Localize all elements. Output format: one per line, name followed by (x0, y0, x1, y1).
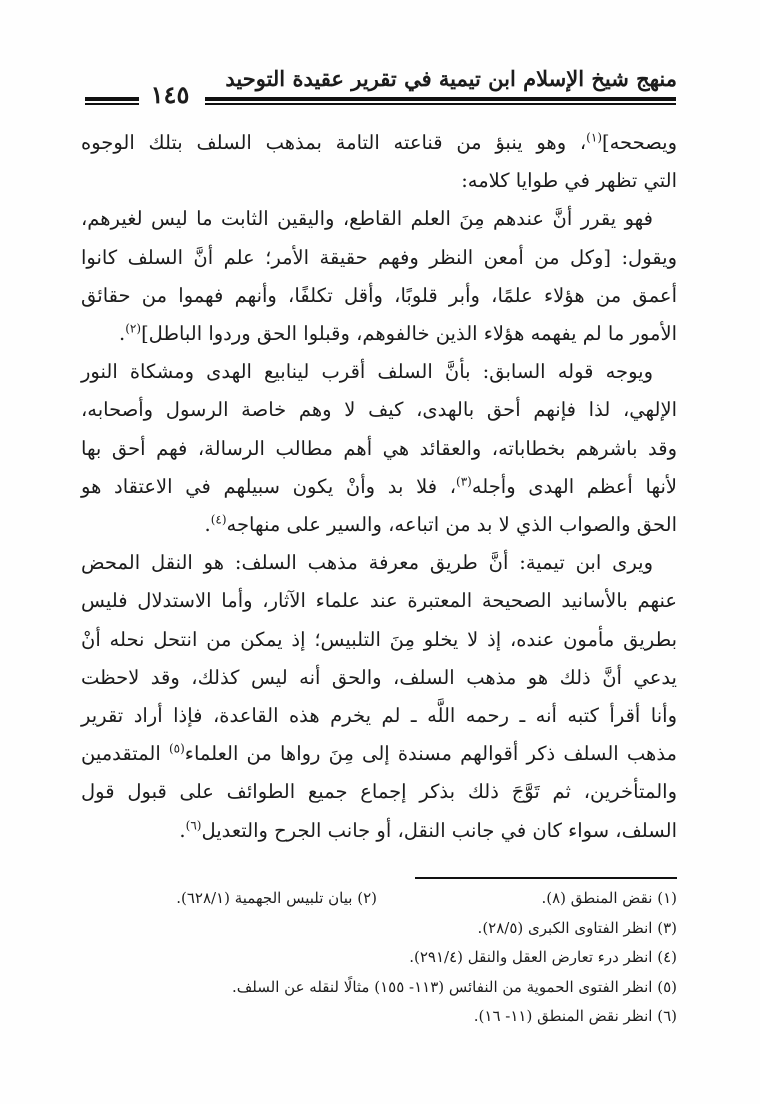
page-number: ١٤٥ (150, 80, 190, 109)
header-rule-left-thin (85, 103, 139, 105)
text-line: الإلهي، لذا فإنهم أحق بالهدى، كيف لا وهم خاصة الرسول وأصحابه، (81, 398, 677, 422)
footnote-ref-5[interactable]: (٥) (168, 741, 185, 756)
text-line: ويرى ابن تيمية: أنَّ طريق معرفة مذهب السلف: هو النقل المحض (81, 551, 653, 575)
footnote-row (81, 1002, 677, 1032)
footnotes (81, 884, 677, 1032)
header-rule-right (205, 97, 676, 101)
text-line: ويصححه]$^{(١)}$، وهو ينبؤ من قناعته التامة بمذهب السلف بتلك الوجوه (81, 130, 677, 154)
footnote-ref-2[interactable]: (٢) (125, 321, 142, 336)
paragraph-4 (81, 544, 677, 850)
text-line: التي تظهر في طوايا كلامه: (461, 169, 677, 193)
footnote-2: (٢) بيان تلبيس الجهمية (٦٢٨/١). (176, 889, 377, 907)
paragraph-3 (81, 353, 677, 544)
text-line: يدعي أنَّ ذلك هو مذهب السلف، والحق أنه ليس كذلك، وقد لاحظت (81, 665, 677, 689)
footnote-6: (٦) انظر نقض المنطق (١١- ١٦). (473, 1007, 677, 1025)
footnote-ref-3[interactable]: (٣) (456, 474, 472, 489)
footnote-separator (415, 877, 677, 879)
paragraph-1 (81, 124, 677, 200)
text-line: الأمور ما لم يفهمه هؤلاء الذين خالفوهم، وقبلوا الحق وردوا الباطل]$^{(٢)}$. (119, 321, 677, 346)
main-text (81, 124, 677, 850)
footnote-3: (٣) انظر الفتاوى الكبرى (٢٨/٥). (477, 918, 677, 937)
text-line: وقد باشرهم بخطاباته، والعقائد هي أهم مطالب الرسالة، فهم أحق بها (81, 436, 677, 460)
text-line: بطريق مأمون عنده، إذ لا يخلو مِنَ التلبيس؛ إذ يمكن من انتحل نحله أنْ (81, 627, 677, 651)
text-line: أعمق من هؤلاء علمًا، وأبر قلوبًا، وأقل تكلفًا، وأنهم فهموا من حقائق (81, 283, 677, 307)
footnote-row (81, 914, 677, 944)
footnote-ref-1[interactable]: (١) (586, 130, 602, 145)
text-line: ويقول: [وكل من أمعن النظر وفهم حقيقة الأمر؛ علم أنَّ السلف كانوا (81, 245, 677, 269)
paragraph-2 (81, 200, 677, 353)
text-line: السلف، سواء كان في جانب النقل، أو جانب الجرح والتعديل$^{(٦)}$. (179, 818, 677, 842)
footnote-5: (٥) انظر الفتوى الحموية من النفائس (١١٣- ١٥٥) مثالًا لنقله عن السلف. (232, 977, 677, 996)
text-line: لأنها أعظم الهدى وأجله$^{(٣)}$، فلا بد وأنْ يكون سبيلهم في الاعتقاد هو (81, 474, 677, 498)
footnote-ref-4[interactable]: (٤) (210, 512, 227, 527)
text-line: الحق والصواب الذي لا بد من اتباعه، والسير على منهاجه$^{(٤)}$. (204, 512, 677, 537)
footnote-row (81, 943, 677, 973)
footnote-ref-6[interactable]: (٦) (185, 818, 202, 833)
text-line: وأنا أقرأ كتبه أنه ـ رحمه اللَّه ـ لم يخرم هذه القاعدة، فإذا أراد تقرير (81, 704, 677, 728)
footnote-row (81, 973, 677, 1003)
footnote-4: (٤) انظر درء تعارض العقل والنقل (٢٩١/٤). (409, 948, 677, 966)
footnote-1: (١) نقض المنطق (٨). (541, 889, 677, 907)
text-line: مذهب السلف ذكر أقوالهم مسندة إلى مِنَ رواها من العلماء$^{(٥)}$ المتقدمين (81, 741, 677, 766)
text-line: فهو يقرر أنَّ عندهم مِنَ العلم القاطع، واليقين الثابت ما ليس لغيرهم، (81, 207, 653, 231)
text-line: عنهم بالأسانيد الصحيحة المعتبرة عند علماء الآثار، وأما الاستدلال فليس (81, 589, 677, 613)
footnote-row (81, 884, 677, 914)
text-line: والمتأخرين، ثم تَوَّجَ ذلك بذكر إجماع جميع الطوائف على قبول قول (81, 780, 677, 804)
header-rule-left (85, 97, 139, 101)
header-rule-right-thin (205, 103, 676, 105)
text-line: ويوجه قوله السابق: بأنَّ السلف أقرب لينابيع الهدى ومشكاة النور (81, 360, 653, 384)
running-title: منهج شيخ الإسلام ابن تيمية في تقرير عقيدة التوحيد (225, 66, 677, 91)
